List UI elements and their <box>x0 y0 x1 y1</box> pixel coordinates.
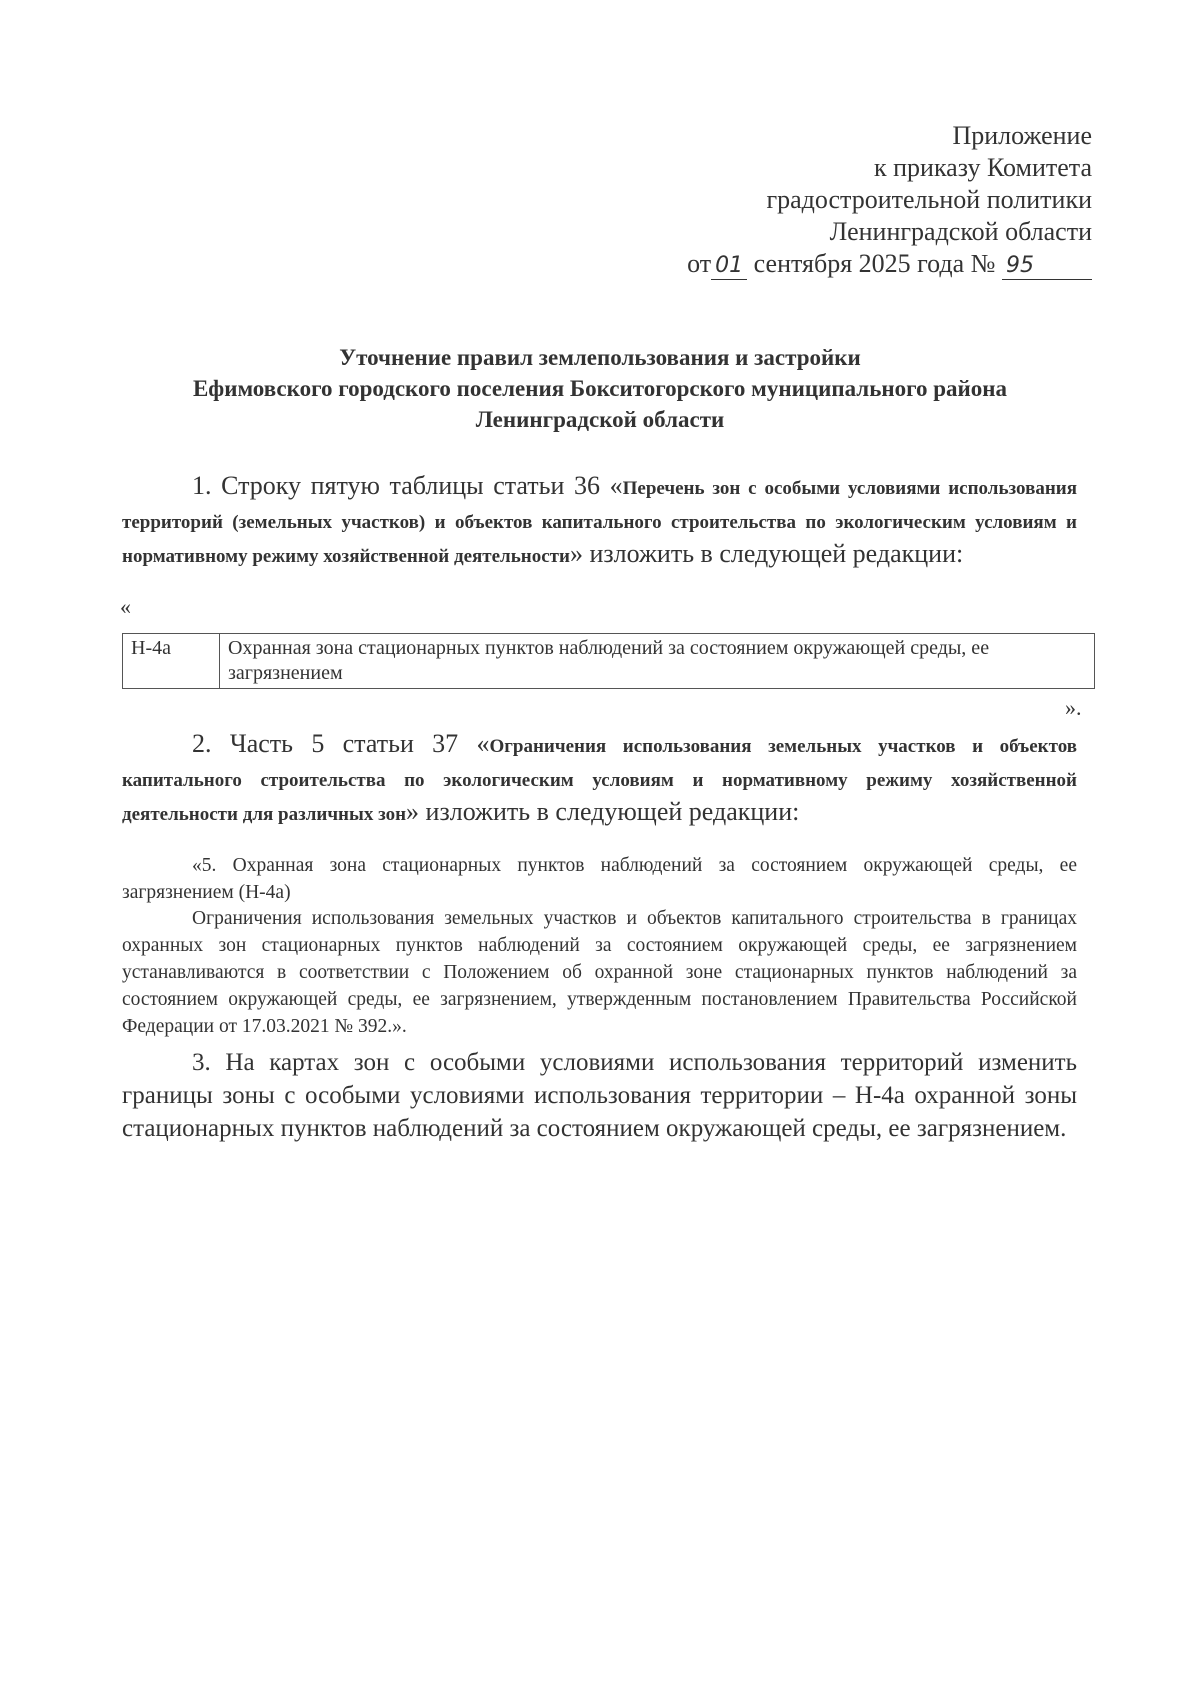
document-title <box>120 342 1080 435</box>
handwritten-day: 01 <box>711 253 747 280</box>
date-middle: сентября 2025 года № <box>753 249 996 278</box>
appendix-line-1: Приложение <box>952 121 1092 150</box>
appendix-header <box>687 120 1092 280</box>
title-line-2: Ефимовского городского поселения Бокситогорского муниципального района <box>192 376 1008 401</box>
item-1-bold: Перечень зон с особыми условиями использования территорий (земельных участков) и объектов капитального строительства по экологическим условиям и нормативному режиму хозяйственной деятельности <box>122 478 1077 567</box>
table-row <box>123 634 1095 689</box>
item-1-paragraph <box>122 470 1077 572</box>
zone-table <box>122 633 1095 689</box>
appendix-line-2: к приказу Комитета <box>873 153 1092 182</box>
item-2-subtext: Ограничения использования земельных участков и объектов капитального строительства в границах охранных зон стационарных пунктов наблюдений за состоянием окружающей среды, ее загрязнением устанавливаются в соответствии с Положением об охранной зоне стационарных пунктов наблюдений за состоянием окружающей среды, ее загрязнением, утвержденным постановлением Правительства Российской Федерации от 17.03.2021 № 392.». <box>122 908 1077 1037</box>
item-2-outro: » изложить в следующей редакции: <box>406 797 800 826</box>
item-3-paragraph: 3. На картах зон с особыми условиями использования территорий изменить границы зоны с особыми условиями использования территории – Н-4а охранной зоны стационарных пунктов наблюдений за состоянием окружающей среды, ее загрязнением. <box>122 1049 1077 1142</box>
item-1-outro: » изложить в следующей редакции: <box>569 539 964 568</box>
zone-code-cell: Н-4а <box>123 634 220 689</box>
date-prefix: от <box>687 249 712 278</box>
appendix-date-line <box>687 248 1092 280</box>
handwritten-order-number: 95 <box>1002 253 1092 280</box>
item-2-intro: 2. Часть 5 статьи 37 « <box>192 729 490 758</box>
item-2-subtitle: «5. Охранная зона стационарных пунктов наблюдений за состоянием окружающей среды, ее загрязнением (Н-4а) <box>122 855 1077 903</box>
item-2-paragraph <box>122 728 1077 830</box>
zone-description-cell: Охранная зона стационарных пунктов наблюдений за состоянием окружающей среды, ее загрязнением <box>220 634 1095 689</box>
title-line-3: Ленинградской области <box>475 407 725 432</box>
title-line-1: Уточнение правил землепользования и застройки <box>339 345 861 370</box>
appendix-line-3: градостроительной политики <box>766 185 1092 214</box>
item-2-bold: Ограничения использования земельных участков и объектов капитального строительства по экологическим условиям и нормативному режиму хозяйственной деятельности для различных зон <box>122 736 1077 825</box>
item-1-intro: 1. Строку пятую таблицы статьи 36 « <box>192 471 623 500</box>
appendix-line-4: Ленинградской области <box>829 217 1092 246</box>
quote-open: « <box>120 594 131 619</box>
quote-close: ». <box>1065 695 1082 720</box>
